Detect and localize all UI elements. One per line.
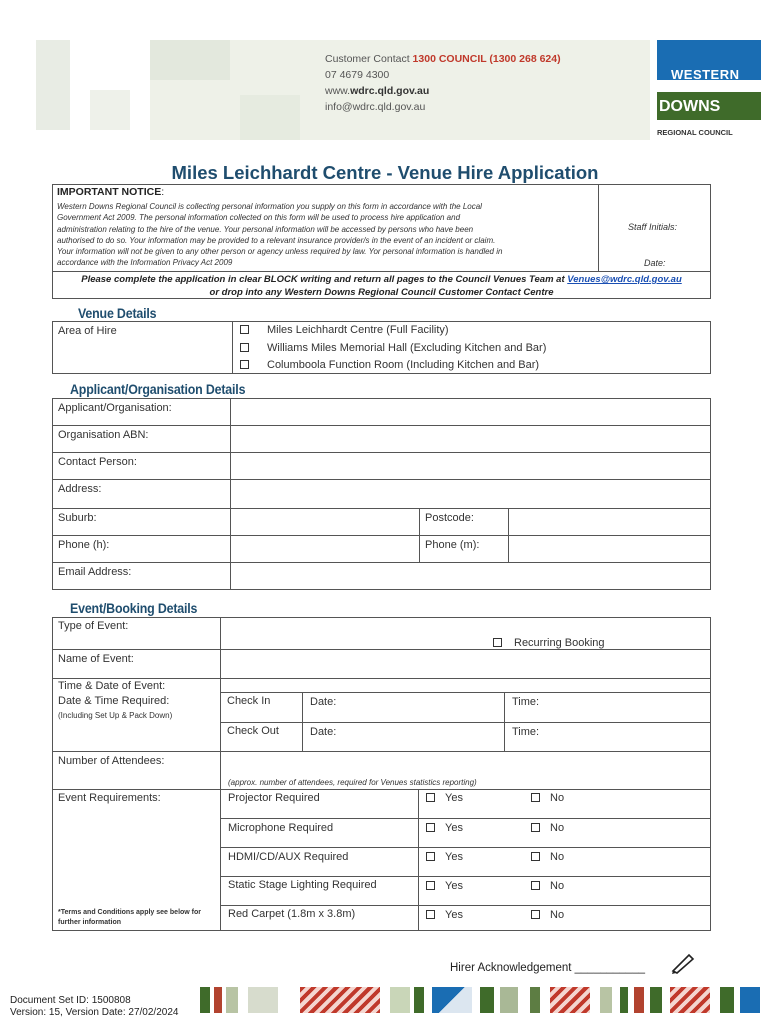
address-field[interactable] <box>230 479 711 509</box>
no-label: No <box>550 792 565 804</box>
council-logo <box>657 40 761 142</box>
no-label: No <box>550 851 565 863</box>
yes-label: Yes <box>445 792 463 804</box>
checkbox[interactable] <box>426 881 435 890</box>
checkbox[interactable] <box>531 852 540 861</box>
check-out-time-label: Time: <box>512 726 540 738</box>
notice-heading-text: IMPORTANT NOTICE <box>57 186 162 198</box>
notice-line: Western Downs Regional Council is collecting personal information you supply on this form in accordance with the Local <box>57 202 482 211</box>
req-item-label: Red Carpet (1.8m x 3.8m) <box>228 908 356 920</box>
pattern-bar <box>390 987 410 1013</box>
pattern-bar <box>480 987 494 1013</box>
header-email: info@wdrc.qld.gov.au <box>325 101 426 113</box>
checkbox[interactable] <box>531 881 540 890</box>
checkbox[interactable] <box>426 910 435 919</box>
notice-line: Government Act 2009. The personal information collected on this form will be used to process hire application and <box>57 213 461 223</box>
header-website <box>325 85 429 97</box>
attendees-label: Number of Attendees: <box>58 755 165 767</box>
venue-option-3[interactable] <box>240 359 539 371</box>
check-out-date-label: Date: <box>310 726 337 738</box>
phone-m-field[interactable] <box>508 535 711 563</box>
checkbox[interactable] <box>426 793 435 802</box>
phone-h-label: Phone (h): <box>58 539 110 551</box>
yes-label: Yes <box>445 909 463 921</box>
pattern-bar <box>530 987 540 1013</box>
staff-initials-label: Staff Initials: <box>628 222 678 232</box>
checkbox[interactable] <box>493 638 502 647</box>
recurring-booking-option[interactable] <box>493 637 605 649</box>
recurring-label: Recurring Booking <box>514 637 605 649</box>
pattern-bar <box>550 987 590 1013</box>
req-no-option[interactable] <box>531 880 564 892</box>
pattern-bar <box>200 987 210 1013</box>
notice-heading-colon: : <box>161 186 165 198</box>
venue-heading: Venue Details <box>78 306 157 321</box>
checkbox[interactable] <box>531 910 540 919</box>
notice-line: Your information will not be given to any other person or agency unless required by law. Yor personal information is handled in <box>57 247 503 257</box>
checkbox[interactable] <box>240 343 249 352</box>
req-yes-option[interactable] <box>426 909 463 921</box>
req-item-label: HDMI/CD/AUX Required <box>228 851 349 863</box>
contact-person-field[interactable] <box>230 452 711 480</box>
acknowledgement-label: Hirer Acknowledgement ___________ <box>450 962 645 974</box>
pattern-bar <box>670 987 710 1013</box>
req-no-option[interactable] <box>531 909 564 921</box>
contact-label: Customer Contact <box>325 53 413 65</box>
header-decor-block-4 <box>150 40 230 80</box>
terms-note-2: further information <box>58 919 121 926</box>
pattern-bar <box>720 987 734 1013</box>
yes-label: Yes <box>445 822 463 834</box>
checkbox[interactable] <box>531 823 540 832</box>
pattern-bar <box>634 987 644 1013</box>
event-heading: Event/Booking Details <box>70 601 198 616</box>
pattern-bar <box>248 987 278 1013</box>
notice-line: accordance with the Information Privacy Act 2009 <box>57 258 233 268</box>
hirer-acknowledgement[interactable] <box>450 962 645 974</box>
venue-option-2[interactable] <box>240 342 546 354</box>
instructions-line1 <box>52 274 711 285</box>
logo-line2: DOWNS <box>659 98 721 115</box>
version-info: Version: 15, Version Date: 27/02/2024 <box>10 1007 179 1018</box>
req-no-option[interactable] <box>531 822 564 834</box>
staff-date-label: Date: <box>644 258 666 268</box>
header-phone: 07 4679 4300 <box>325 69 390 81</box>
document-id: Document Set ID: 1500808 <box>10 995 131 1006</box>
req-no-option[interactable] <box>531 851 564 863</box>
pattern-bar <box>300 987 380 1013</box>
pen-icon <box>670 952 696 974</box>
type-field[interactable] <box>220 617 711 650</box>
email-label: Email Address: <box>58 566 132 578</box>
notice-line: authorised to do so. Your information may be provided to a relevant insurance provider/s in the event of an incident or claim. <box>57 235 496 245</box>
area-of-hire-label: Area of Hire <box>58 325 117 337</box>
email-field[interactable] <box>230 562 711 590</box>
notice-heading <box>57 186 164 198</box>
contact-number: 1300 COUNCIL (1300 268 624) <box>412 53 561 65</box>
header-contact-line <box>325 53 561 65</box>
pattern-bar <box>500 987 518 1013</box>
req-yes-option[interactable] <box>426 822 463 834</box>
postcode-label: Postcode: <box>425 512 474 524</box>
pattern-bar <box>226 987 238 1013</box>
pattern-bar <box>414 987 424 1013</box>
req-yes-option[interactable] <box>426 851 463 863</box>
req-item-label: Static Stage Lighting Required <box>228 879 377 891</box>
suburb-field[interactable] <box>230 508 420 536</box>
terms-note-1: *Terms and Conditions apply see below for <box>58 909 202 916</box>
pattern-bar <box>740 987 760 1013</box>
instructions-text: Please complete the application in clear BLOCK writing and return all pages to the Council Venues Team at <box>81 274 568 285</box>
check-in-time-label: Time: <box>512 696 540 708</box>
contact-person-label: Contact Person: <box>58 456 137 468</box>
name-label: Name of Event: <box>58 653 134 665</box>
footer-pattern <box>200 987 762 1013</box>
pattern-bar <box>600 987 612 1013</box>
time-date-header-cell <box>220 678 711 693</box>
page-title: Miles Leichhardt Centre - Venue Hire Application <box>171 162 599 183</box>
yes-label: Yes <box>445 851 463 863</box>
req-no-option[interactable] <box>531 792 564 804</box>
header-decor-block-1 <box>36 40 70 130</box>
checkbox[interactable] <box>426 852 435 861</box>
checkbox[interactable] <box>240 325 249 334</box>
name-field[interactable] <box>220 649 711 679</box>
header-decor-block-2 <box>90 90 130 130</box>
venue-option-1[interactable] <box>240 324 449 336</box>
website-prefix: www. <box>325 85 351 97</box>
postcode-field[interactable] <box>508 508 711 536</box>
checkbox[interactable] <box>426 823 435 832</box>
pattern-bar <box>214 987 222 1013</box>
no-label: No <box>550 822 565 834</box>
check-in-date-label: Date: <box>310 696 337 708</box>
notice-line: administration relating to the hire of the venue. Your personal information will be accessed by persons who have been <box>57 224 474 234</box>
applicant-org-label: Applicant/Organisation: <box>58 402 172 414</box>
logo-line3: REGIONAL COUNCIL <box>657 128 733 137</box>
website-domain: wdrc.qld.gov.au <box>350 85 430 97</box>
abn-label: Organisation ABN: <box>58 429 149 441</box>
venue-option-label: Columboola Function Room (Including Kitchen and Bar) <box>267 359 540 371</box>
req-yes-option[interactable] <box>426 880 463 892</box>
header-decor-block-5 <box>240 95 300 140</box>
address-label: Address: <box>58 483 102 495</box>
type-label: Type of Event: <box>58 620 129 632</box>
applicant-org-field[interactable] <box>230 398 711 426</box>
date-time-required-label: Date & Time Required: <box>58 695 170 707</box>
requirements-label: Event Requirements: <box>58 792 161 804</box>
attendees-note: (approx. number of attendees, required for Venues statistics reporting) <box>228 778 477 787</box>
check-in-label: Check In <box>227 695 271 707</box>
time-date-label: Time & Date of Event: <box>58 680 166 692</box>
notice-body <box>57 201 502 269</box>
logo-line1: WESTERN <box>671 67 740 82</box>
suburb-label: Suburb: <box>58 512 97 524</box>
pattern-bar <box>432 987 472 1013</box>
no-label: No <box>550 909 565 921</box>
instructions-line2: or drop into any Western Downs Regional Council Customer Contact Centre <box>209 287 554 298</box>
setup-note: (Including Set Up & Pack Down) <box>58 711 173 720</box>
req-yes-option[interactable] <box>426 792 463 804</box>
pattern-bar <box>620 987 628 1013</box>
check-out-label: Check Out <box>227 725 279 737</box>
checkbox[interactable] <box>240 360 249 369</box>
checkbox[interactable] <box>531 793 540 802</box>
req-item-label: Projector Required <box>228 792 320 804</box>
abn-field[interactable] <box>230 425 711 453</box>
yes-label: Yes <box>445 880 463 892</box>
phone-h-field[interactable] <box>230 535 420 563</box>
applicant-heading: Applicant/Organisation Details <box>70 382 246 397</box>
no-label: No <box>550 880 565 892</box>
venues-email-link[interactable]: Venues@wdrc.qld.gov.au <box>567 274 682 285</box>
phone-m-label: Phone (m): <box>425 539 480 551</box>
venue-option-label: Miles Leichhardt Centre (Full Facility) <box>267 324 449 336</box>
venue-option-label: Williams Miles Memorial Hall (Excluding Kitchen and Bar) <box>267 342 547 354</box>
pattern-bar <box>650 987 662 1013</box>
req-item-label: Microphone Required <box>228 822 334 834</box>
